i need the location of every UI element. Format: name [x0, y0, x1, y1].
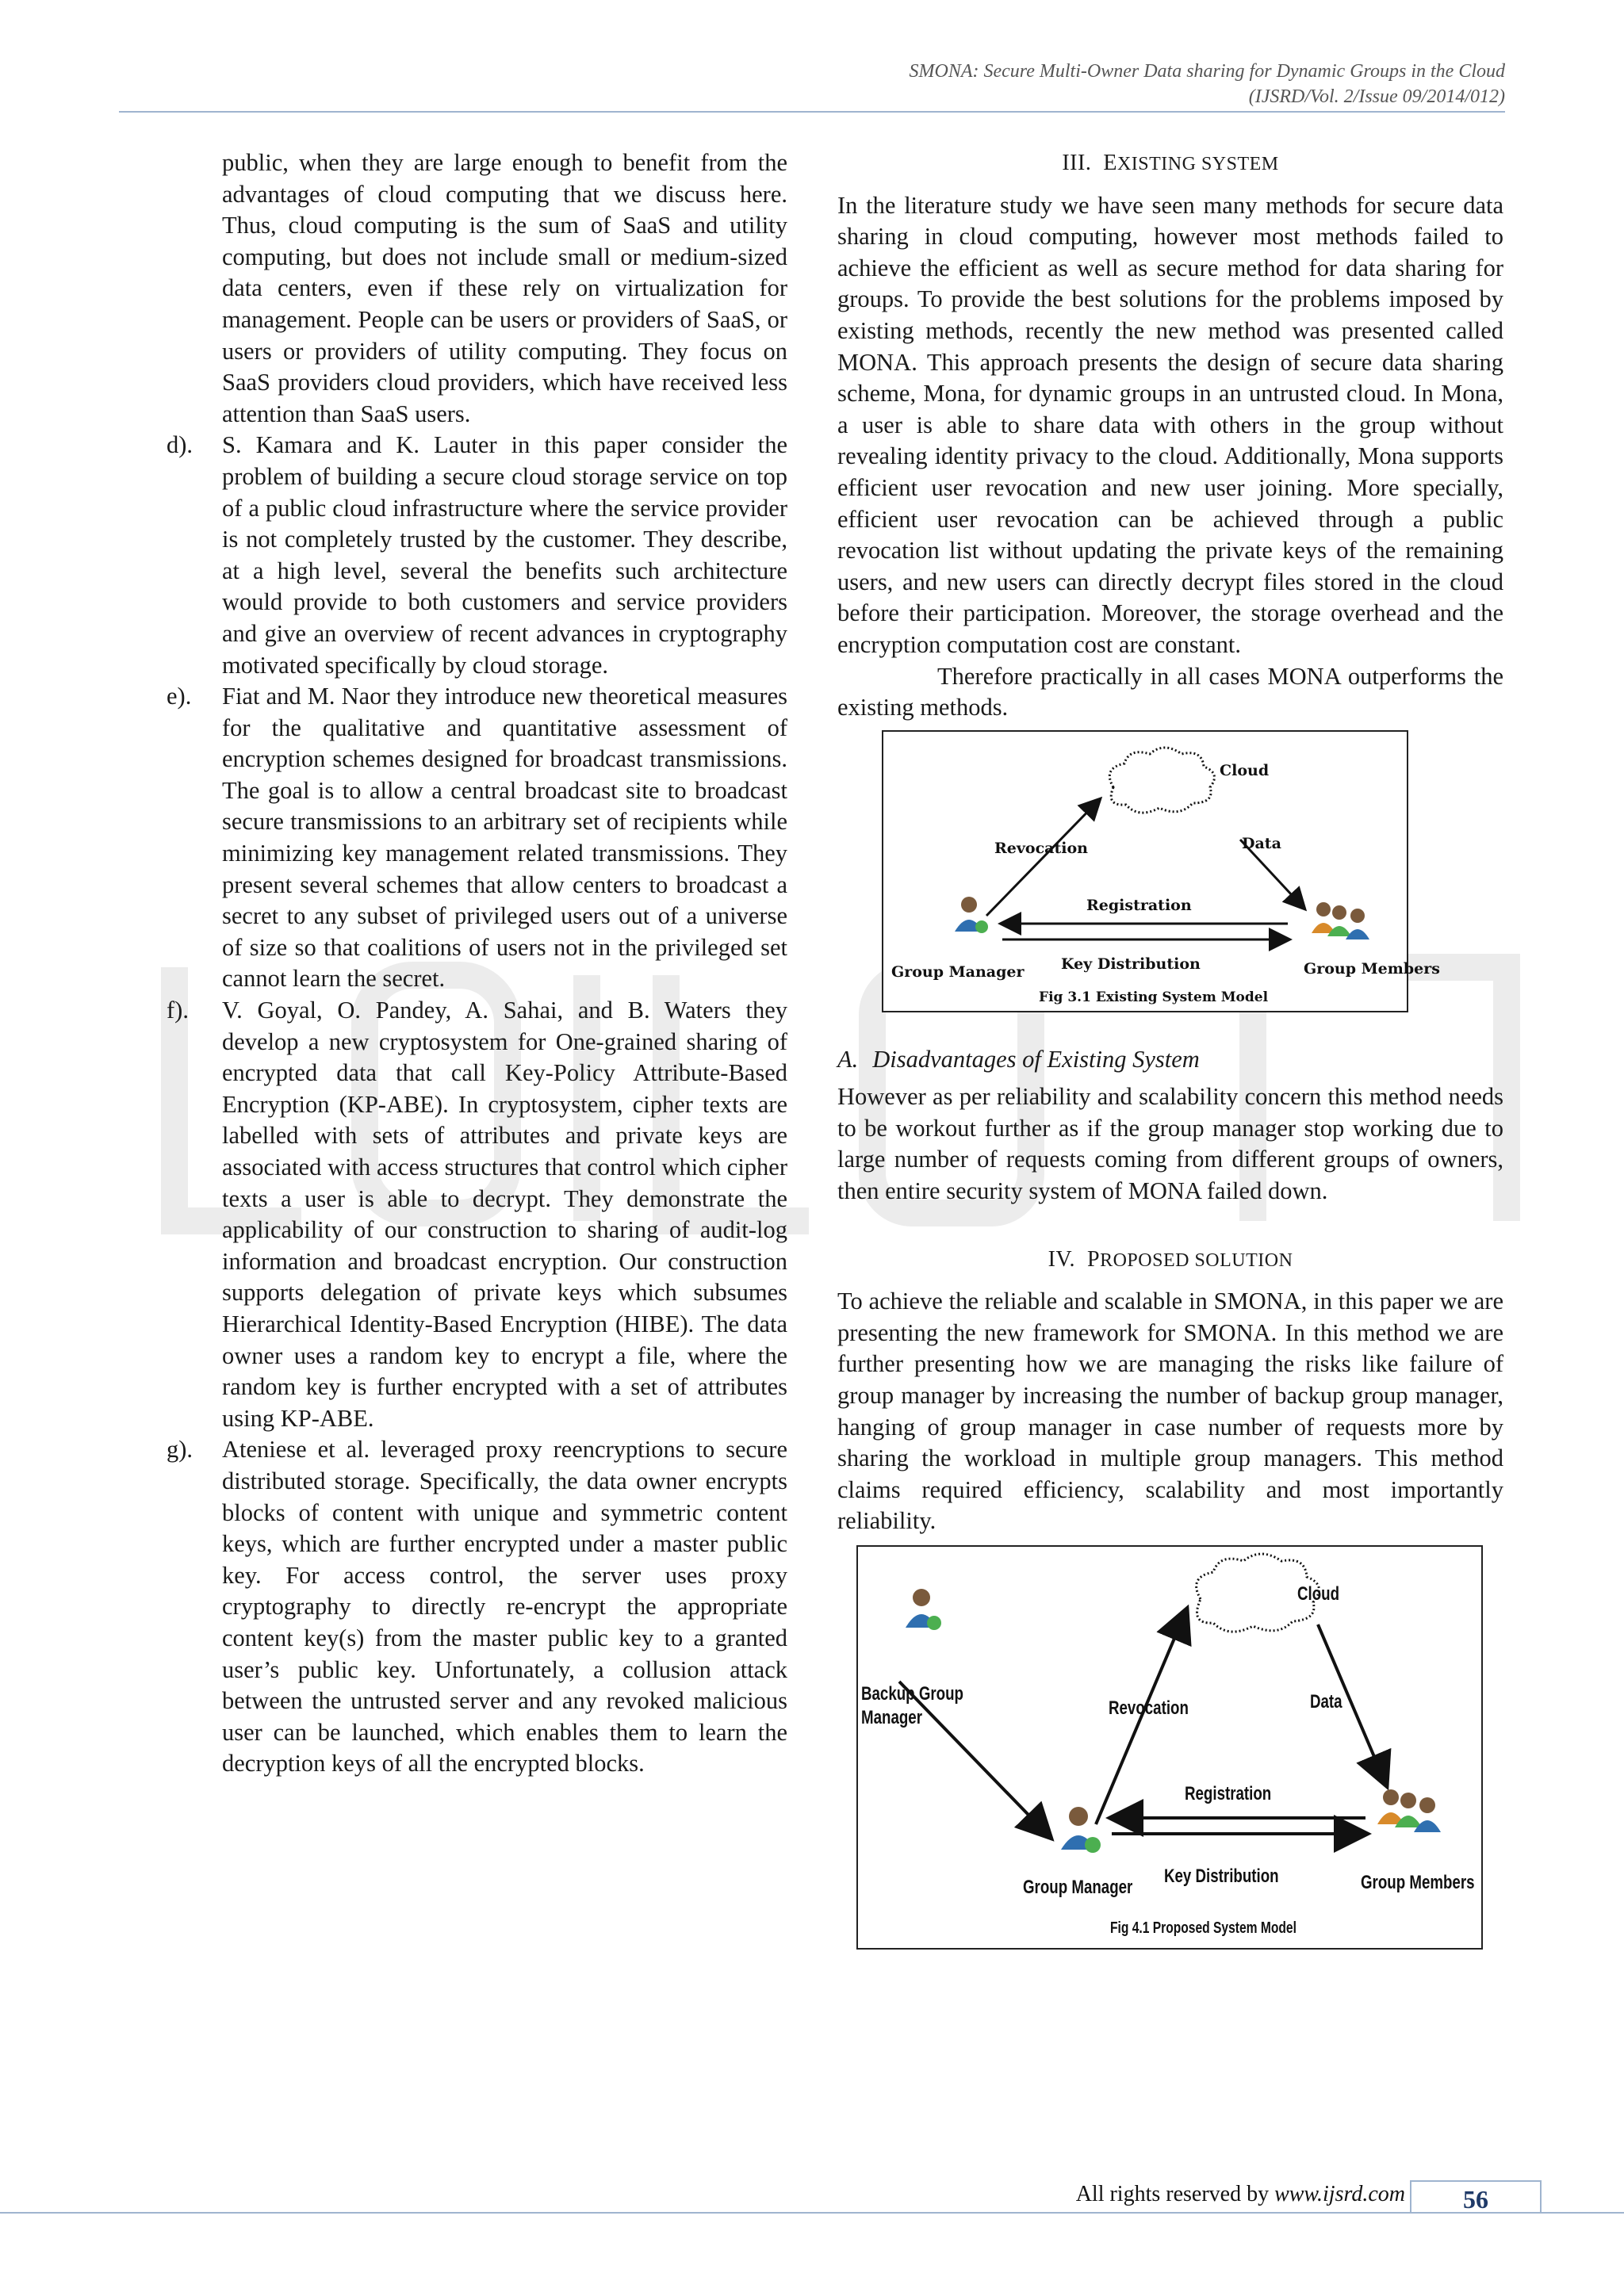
group-manager-label: Group Manager [1023, 1877, 1133, 1898]
section-4-heading [837, 1244, 1503, 1277]
key-distribution-label: Key Distribution [1164, 1866, 1279, 1887]
group-members-icon [1312, 902, 1369, 939]
registration-label: Registration [1086, 896, 1192, 914]
group-members-label: Group Members [1304, 959, 1440, 978]
reference-text: S. Kamara and K. Lauter in this paper consider the problem of building a secure cloud storage service on top of a public cloud infrastructure where the service provider is not completely trusted by the customer. They describe, at a high level, several the benefits such architecture would provide to both customers and service providers and give an overview of recent advances in cryptography motivated specifically by cloud storage. [222, 431, 787, 679]
footer-prefix: All rights reserved by [1075, 2182, 1275, 2206]
right-column [837, 147, 1503, 1950]
section-numeral: IV. [1048, 1246, 1075, 1272]
data-label: Data [1242, 834, 1281, 852]
reference-label: e). [167, 683, 192, 710]
reference-item-g [167, 1434, 787, 1780]
cloud-shape [1109, 748, 1214, 813]
reference-text: Fiat and M. Naor they introduce new theoretical measures for the qualitative and quantitative assessment of encryption schemes designed for broadcast transmissions. The goal is to allow a central broadcast site to broadcast secure transmissions to an arbitrary set of recipients while minimizing key management related transmissions. They present several schemes that allow centers to broadcast a secret to any subset of privileged users out of a universe of size so that coalitions of users not in the privileged set cannot learn the secret. [222, 683, 787, 993]
subsection-a-heading [837, 1044, 1503, 1076]
reference-item-d [167, 430, 787, 681]
section-title-initial: P [1087, 1246, 1101, 1272]
figure-caption: Fig 4.1 Proposed System Model [1110, 1919, 1297, 1937]
section-3-paragraph: In the literature study we have seen many methods for secure data sharing in cloud computing, however most methods failed to achieve the efficient as well as secure method for data sharing for groups. To provide the best solutions for the problems imposed by existing methods, recently the new method was presented called MONA. This approach presents the design of secure data sharing scheme, Mona, for dynamic groups in an untrusted cloud. In Mona, a user is able to share data with others in the group without revealing identity privacy to the cloud. Additionally, Mona supports efficient user revocation and new user joining. More specially, efficient user revocation can be achieved through a public revocation list without updating the private keys of the remaining users, and new users can directly decrypt files stored in the cloud before their participation. Moreover, the storage overhead and the encryption computation cost are constant. [837, 191, 1503, 658]
registration-label: Registration [1185, 1783, 1272, 1804]
group-members-icon [1377, 1789, 1441, 1832]
reference-text: V. Goyal, O. Pandey, A. Sahai, and B. Waters they develop a new cryptosystem for One-grained sharing of encrypted data that call Key-Policy Attribute-Based Encryption (KP-ABE). In cryptosystem, cipher texts are labelled with sets of attributes and private keys are associated with access structures that control which cipher texts a user is able to decrypt. They demonstrate the applicability of our construction to sharing of audit-log information and broadcast encryption. Our construction supports delegation of private keys which subsumes Hierarchical Identity-Based Encryption (HIBE). The data owner uses a random key to encrypt a file, where the random key is further encrypted with a set of attributes using KP-ABE. [222, 997, 787, 1432]
header-issue: (IJSRD/Vol. 2/Issue 09/2014/012) [1248, 86, 1505, 107]
backup-manager-label-line2: Manager [861, 1707, 922, 1728]
figure-caption: Fig 3.1 Existing System Model [1039, 989, 1269, 1005]
running-header [910, 59, 1506, 109]
page-number: 56 [1410, 2180, 1542, 2214]
figure-existing-system-model [882, 730, 1440, 1012]
backup-manager-icon [906, 1589, 941, 1630]
reference-label: g). [167, 1436, 193, 1464]
footer-copyright [1076, 2182, 1405, 2207]
reference-label: f). [167, 997, 189, 1024]
figure-proposed-system-model [856, 1545, 1483, 1950]
reference-text: Ateniese et al. leveraged proxy reencryptions to secure distributed storage. Specifically, the data owner encrypts blocks of content with unique and symmetric content keys, which are further encrypted under a master public key. For access control, the server uses proxy cryptography to directly re-encrypt the appropriate content key(s) from the master public key to a granted user’s public key. Unfortunately, a collusion attack between the untrusted server and any revoked malicious user can be launched, which enables them to learn the decryption keys of all the encrypted blocks. [222, 1436, 787, 1777]
cloud-label: Cloud [1220, 761, 1270, 779]
group-manager-icon [1061, 1807, 1101, 1853]
key-distribution-label: Key Distribution [1061, 955, 1201, 973]
subsection-title: Disadvantages of Existing System [872, 1045, 1200, 1073]
revocation-label: Revocation [1109, 1697, 1189, 1719]
data-label: Data [1310, 1691, 1342, 1712]
subsection-label: A. [837, 1045, 859, 1073]
backup-manager-label-line1: Backup Group [861, 1683, 963, 1705]
reference-item-e [167, 681, 787, 995]
section-title-rest: XISTING SYSTEM [1116, 154, 1279, 174]
footer-rule [0, 2212, 1624, 2214]
continuation-paragraph: public, when they are large enough to benefit from the advantages of cloud computing that we discuss here. Thus, cloud computing is the sum of SaaS and utility computing, but does not include small or medium-sized data centers, even if these rely on virtualization for management. People can be users or providers of SaaS, or users or providers of utility computing. They focus on SaaS providers cloud providers, which have received less attention than SaaS users. [222, 149, 787, 427]
group-members-label: Group Members [1361, 1872, 1475, 1893]
revocation-label: Revocation [994, 839, 1088, 857]
footer-site-link[interactable]: www.ijsrd.com [1274, 2182, 1405, 2206]
left-column [167, 147, 787, 1780]
section-3-conclusion: Therefore practically in all cases MONA outperforms the existing methods. [837, 662, 1503, 721]
section-title-initial: E [1103, 151, 1117, 175]
section-4-paragraph: To achieve the reliable and scalable in SMONA, in this paper we are presenting the new framework for SMONA. In this method we are further presenting how we are managing the risks like failure of group manager by increasing the number of backup group manager, hanging of group manager in case number of requests more by sharing the workload in multiple group managers. This method claims required efficiency, scalability and most importantly reliability. [837, 1288, 1503, 1535]
group-manager-label: Group Manager [891, 962, 1025, 981]
section-3-heading [837, 147, 1503, 181]
section-title-rest: ROPOSED SOLUTION [1100, 1249, 1293, 1271]
reference-item-f [167, 995, 787, 1434]
header-rule [119, 111, 1505, 113]
section-numeral: III. [1062, 151, 1092, 175]
cloud-label: Cloud [1297, 1583, 1340, 1605]
subsection-a-paragraph: However as per reliability and scalability concern this method needs to be workout further as if the group manager stop working due to large number of requests coming from different groups of owners, then entire security system of MONA failed down. [837, 1083, 1503, 1205]
header-title: SMONA: Secure Multi-Owner Data sharing for Dynamic Groups in the Cloud [909, 61, 1505, 82]
reference-label: d). [167, 431, 193, 459]
group-manager-icon [955, 897, 988, 933]
